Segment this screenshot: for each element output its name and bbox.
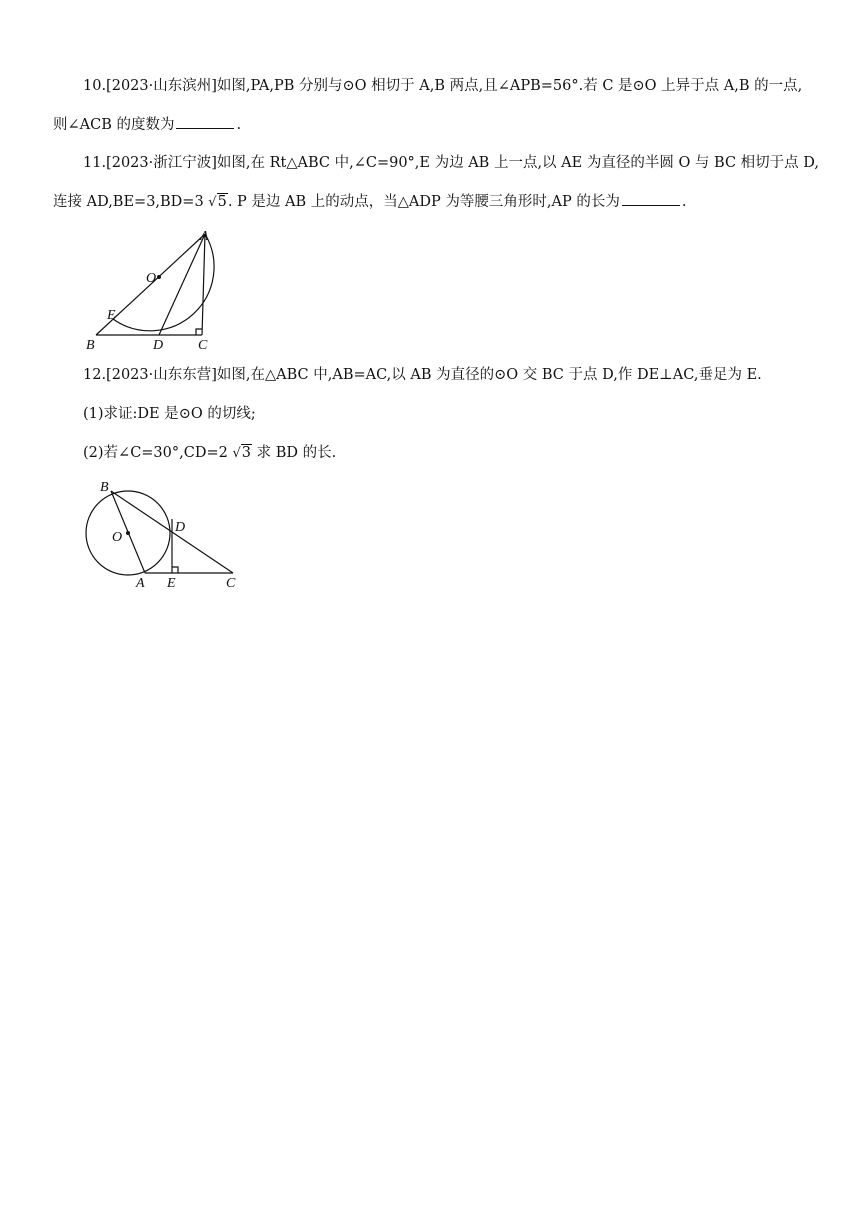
q12-sqrt: √3 xyxy=(232,445,251,461)
q11-label-d: D xyxy=(153,338,164,353)
q11-sqrt: √5 xyxy=(208,194,227,210)
q11-answer-blank xyxy=(622,191,680,206)
q11-label-b: B xyxy=(86,338,95,353)
q12-label-a: A xyxy=(136,576,145,591)
q11-line2 xyxy=(53,191,686,213)
q11-segment-ad xyxy=(159,234,205,335)
q10-line2 xyxy=(53,114,241,135)
q12-label-d: D xyxy=(175,520,186,535)
q11-figure xyxy=(80,222,230,354)
q12-sqrt-arg: 3 xyxy=(241,445,251,461)
q11-label-c: C xyxy=(198,338,208,353)
q12-line1: 12.[2023·山东东营]如图,在△ABC 中,AB=AC,以 AB 为直径的⊙O 交 BC 于点 D,作 DE⊥AC,垂足为 E. xyxy=(83,367,762,383)
q12-part2 xyxy=(83,443,336,464)
q12-part2-text: (2)若∠C=30°,CD=2 xyxy=(83,445,228,461)
q12-label-e: E xyxy=(167,576,176,591)
q11-label-a: A xyxy=(200,229,209,244)
q11-center-dot xyxy=(157,275,161,279)
q11-line2-mid: . P 是边 AB 上的动点，当△ADP 为等腰三角形时,AP 的长为 xyxy=(227,194,620,210)
q11-label-e: E xyxy=(107,308,116,323)
q12-label-b: B xyxy=(100,480,109,495)
q12-part1: (1)求证:DE 是⊙O 的切线; xyxy=(83,406,256,422)
q11-segment-ac xyxy=(202,234,205,335)
q12-label-c: C xyxy=(226,576,236,591)
q11-label-o: O xyxy=(146,271,157,286)
q11-sqrt-arg: 5 xyxy=(217,194,227,210)
q10-line2-end: . xyxy=(236,117,242,133)
q10-answer-blank xyxy=(176,114,234,129)
q11-line2-end: . xyxy=(681,194,687,210)
q12-right-angle-mark xyxy=(172,567,178,573)
q10-line1: 10.[2023·山东滨州]如图,PA,PB 分别与⊙O 相切于 A,B 两点,且∠APB=56°.若 C 是⊙O 上异于点 A,B 的一点, xyxy=(83,78,803,94)
q12-part2-end: 求 BD 的长. xyxy=(256,445,337,461)
q11-line2-text: 连接 AD,BE=3,BD=3 xyxy=(53,194,204,210)
q12-figure xyxy=(78,476,243,594)
q12-label-o: O xyxy=(112,530,123,545)
q11-line1: 11.[2023·浙江宁波]如图,在 Rt△ABC 中,∠C=90°,E 为边 AB 上一点,以 AE 为直径的半圆 O 与 BC 相切于点 D, xyxy=(83,155,820,171)
q10-line2-text: 则∠ACB 的度数为 xyxy=(53,117,175,133)
q12-center-dot xyxy=(126,531,130,535)
q11-right-angle-mark xyxy=(196,329,202,335)
